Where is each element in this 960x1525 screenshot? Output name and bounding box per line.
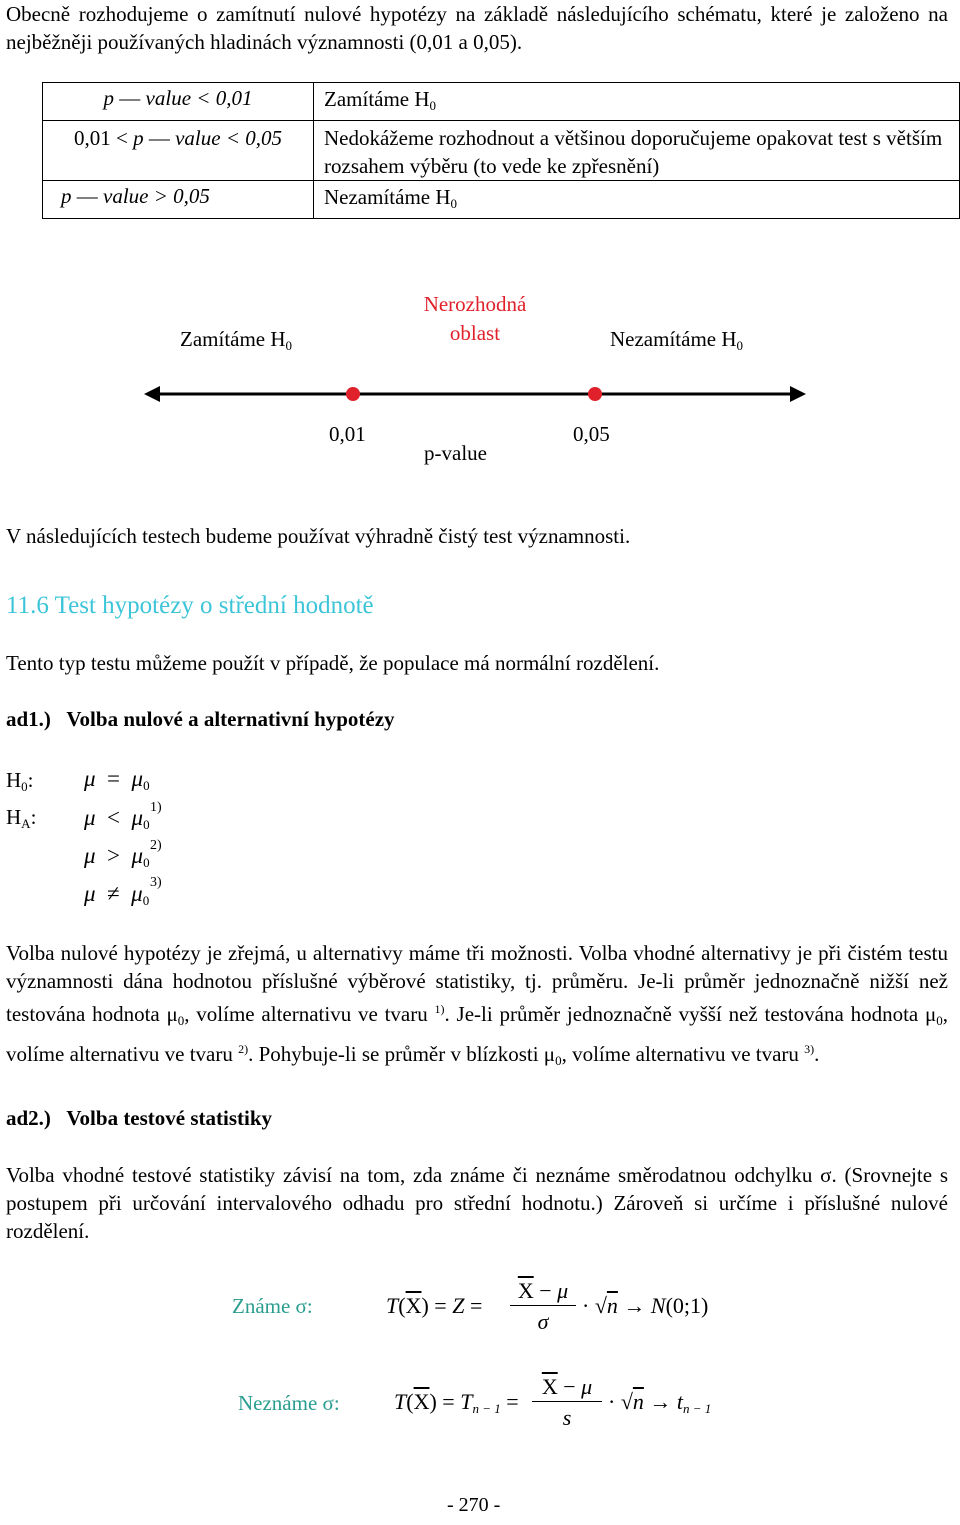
unknown-rhs: · $√n \to t_{n - 1}$ — [608, 1389, 712, 1416]
h0-label: $H_0$: — [6, 768, 34, 794]
axis-label: p-value — [424, 441, 487, 465]
alt-hypothesis-1: $\mu < \mu_0$ — [84, 805, 150, 832]
condition-cell: p — value < 0,01 — [43, 83, 314, 121]
ha-label: $H_A$: — [6, 805, 37, 831]
tests-sentence: V následujících testech budeme používat výhradně čistý test významnosti. — [6, 524, 631, 548]
tick-label-005: 0,05 — [573, 422, 610, 446]
alt-note-3: 3) — [150, 875, 162, 890]
ad2-heading: ad2.) Volba testové statistiky — [6, 1106, 273, 1130]
alt-note-1: 1) — [150, 800, 162, 815]
known-fraction: $\overline{X} - \mu$ σ — [510, 1277, 576, 1338]
known-sigma-label: Známe σ: — [232, 1294, 313, 1318]
threshold-point-001 — [346, 387, 360, 401]
unknown-fraction: $\overline{X} - \mu$ s — [532, 1373, 602, 1434]
decision-table — [42, 82, 960, 219]
reject-label: Zamítáme $H_0$ — [180, 327, 293, 353]
known-rhs: · √n → N(0;1) — [582, 1293, 709, 1318]
unknown-sigma-label: Neznáme σ: — [238, 1391, 340, 1415]
section-heading: 11.6 Test hypotézy o střední hodnotě — [6, 592, 374, 619]
table-row — [43, 83, 960, 121]
result-cell: Nedokážeme rozhodnout a většinou doporučujeme opakovat test s větším rozsahem výběru (to vede ke zpřesnění) — [314, 121, 960, 181]
intro-paragraph: Obecně rozhodujeme o zamítnutí nulové hypotézy na základě následujícího schématu, které je založeno na nejběžněji používaných hladinách významnosti (0,01 a 0,05). — [6, 2, 948, 54]
condition-cell: 0,01 < p — value < 0,05 — [43, 121, 314, 181]
alt-hypothesis-3: $\mu \ne \mu_0$ — [84, 881, 150, 908]
table-row — [43, 121, 960, 181]
known-lhs: $T(\overline{X}) = Z$ = — [386, 1293, 483, 1318]
unknown-lhs: $T(\overline{X}) = T_{n - 1}$ = — [394, 1389, 519, 1416]
null-hypothesis: $\mu = \mu_0$ — [84, 766, 150, 793]
result-cell: Nezamítáme $H_0$ — [314, 181, 960, 219]
undecided-label: Nerozhodná oblast — [423, 292, 527, 345]
result-cell: Zamítáme $H_0$ — [314, 83, 960, 121]
threshold-point-005 — [588, 387, 602, 401]
statistic-paragraph: Volba vhodné testové statistiky závisí na tom, zda známe či neznáme směrodatnou odchylku σ. (Srovnejte s postupem při určování intervalového odhadu pro střední hodnotu.) Zároveň si určíme i příslušné nulové rozdělení. — [6, 1163, 948, 1243]
tick-label-001: 0,01 — [329, 422, 366, 446]
alt-note-2: 2) — [150, 838, 162, 853]
not-reject-label: Nezamítáme $H_0$ — [610, 327, 744, 353]
alt-hypothesis-2: $\mu > \mu_0$ — [84, 843, 150, 870]
left-arrowhead — [144, 386, 160, 402]
condition-cell: p — value > 0,05 — [43, 181, 314, 219]
pvalue-axis — [140, 380, 810, 410]
page-number: - 270 - — [447, 1494, 501, 1516]
ad1-heading: ad1.) Volba nulové a alternativní hypotézy — [6, 707, 395, 731]
section-intro: Tento typ testu můžeme použít v případě, že populace má normální rozdělení. — [6, 651, 660, 675]
table-row — [43, 181, 960, 219]
alternatives-paragraph: Volba nulové hypotézy je zřejmá, u alternativy máme tři možnosti. Volba vhodné alternativy je při čistém testu významnosti dána hodnotou příslušné výběrové statistiky, tj. průměru. Je-li průměr jednoznačně nižší než testována hodnota $\mu_0$, volíme alternativu ve tvaru $^{1)}$. Je-li průměr jednoznačně vyšší než testována hodnota $\mu_0$, volíme alternativu ve tvaru $^{2)}$. Pohybuje-li se průměr v blízkosti $\mu_0$, volíme alternativu ve tvaru $^{3)}$. — [6, 941, 949, 1068]
right-arrowhead — [790, 386, 806, 402]
